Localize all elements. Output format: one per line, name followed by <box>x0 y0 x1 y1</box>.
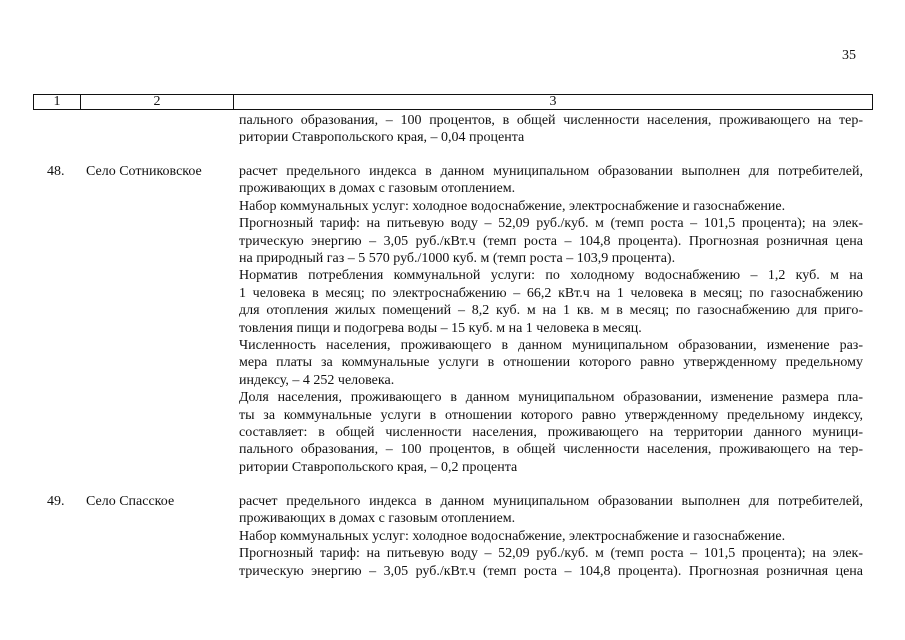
text-line: ты за коммунальные услуги в отношении которого равно утвержденному предельному индексу, <box>239 407 863 423</box>
column-number-3: 3 <box>549 94 557 109</box>
text-line: составляет: в общей численности населения, проживающего на территории данного муници- <box>239 425 863 440</box>
page-number: 35 <box>842 48 856 63</box>
entry-number: 48. <box>47 164 65 179</box>
text-line: Набор коммунальных услуг: холодное водоснабжение, электроснабжение и газоснабжение. <box>239 528 786 544</box>
text-line: Доля населения, проживающего в данном муниципальном образовании, изменение размера пла- <box>239 390 863 406</box>
text-line: Норматив потребления коммунальной услуги: по холодному водоснабжению – 1,2 куб. м на <box>239 268 863 284</box>
text-line: расчет предельного индекса в данном муниципальном образовании выполнен для потребителей, <box>239 494 863 509</box>
text-line: пального образования, – 100 процентов, в общей численности населения, проживающего на тер- <box>239 442 863 458</box>
table-column-header <box>33 94 873 110</box>
text-line: Набор коммунальных услуг: холодное водоснабжение, электроснабжение и газоснабжение. <box>239 198 786 214</box>
column-number-1: 1 <box>34 95 81 109</box>
text-line: пального образования, – 100 процентов, в общей численности населения, проживающего на тер- <box>239 113 863 128</box>
text-line: для отопления жилых помещений – 8,2 куб. м на 1 кв. м в месяц; по газоснабжению для приго- <box>239 303 863 319</box>
text-line: ритории Ставропольского края, – 0,04 процента <box>239 130 525 145</box>
text-line: ритории Ставропольского края, – 0,2 процента <box>239 459 518 475</box>
text-line: трическую энергию – 3,05 руб./кВт.ч (темп роста – 104,8 процента). Прогнозная розничная цена <box>239 233 863 249</box>
text-line: трическую энергию – 3,05 руб./кВт.ч (темп роста – 104,8 процента). Прогнозная розничная цена <box>239 563 863 579</box>
column-number-2: 2 <box>81 95 234 109</box>
text-line: 1 человека в месяц; по электроснабжению – 66,2 кВт.ч на 1 человека в месяц; по газоснабжению <box>239 285 863 301</box>
text-line: проживающих в домах с газовым отоплением. <box>239 181 516 197</box>
text-line: расчет предельного индекса в данном муниципальном образовании выполнен для потребителей, <box>239 164 863 179</box>
text-line: товления пищи и подогрева воды – 15 куб. м на 1 человека в месяц. <box>239 320 642 336</box>
entry-number: 49. <box>47 494 65 509</box>
text-line: на природный газ – 5 570 руб./1000 куб. м (темп роста – 103,9 процента). <box>239 251 676 266</box>
text-line: Прогнозный тариф: на питьевую воду – 52,09 руб./куб. м (темп роста – 101,5 процента); на элек- <box>239 216 863 232</box>
settlement-name: Село Спасское <box>86 494 175 509</box>
text-line: Прогнозный тариф: на питьевую воду – 52,09 руб./куб. м (темп роста – 101,5 процента); на элек- <box>239 546 863 562</box>
text-line: мера платы за коммунальные услуги в отношении которого равно утвержденному предельному <box>239 355 863 371</box>
settlement-name: Село Сотниковское <box>86 164 202 179</box>
text-line: Численность населения, проживающего в данном муниципальном образовании, изменение раз- <box>239 338 863 353</box>
text-line: индексу, – 4 252 человека. <box>239 372 395 388</box>
text-line: проживающих в домах с газовым отоплением. <box>239 511 516 527</box>
